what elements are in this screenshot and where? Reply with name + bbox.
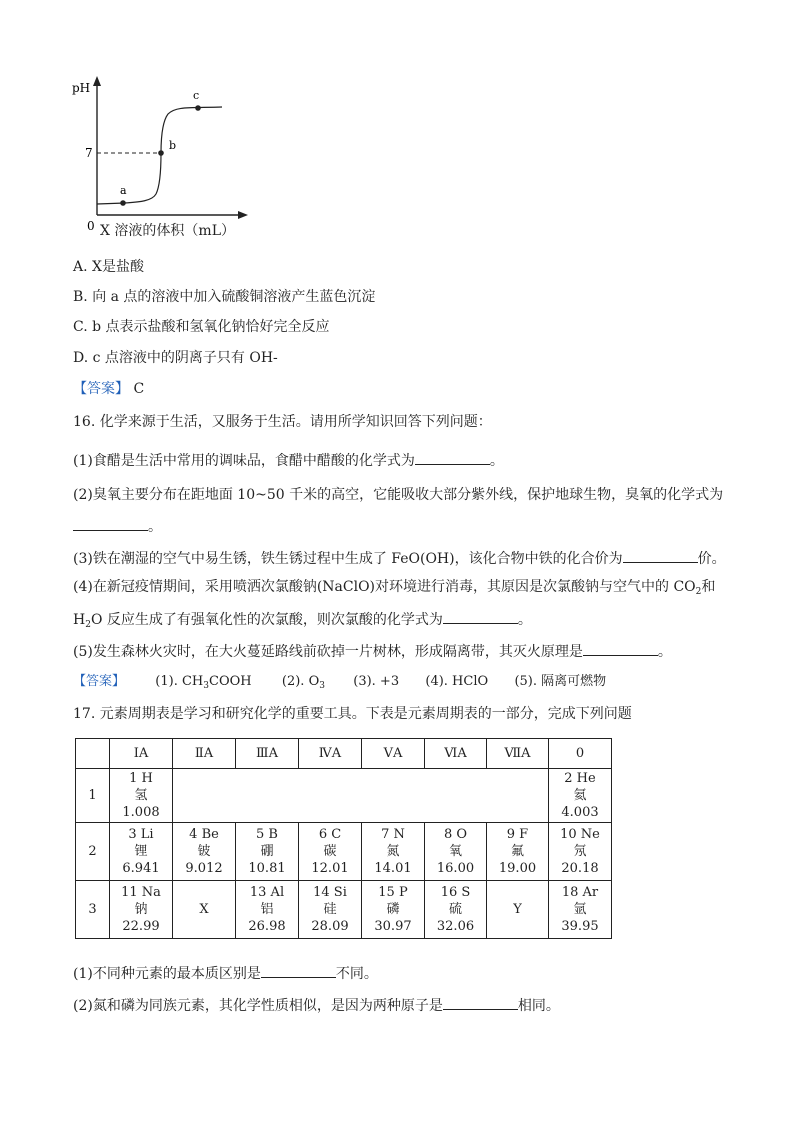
blank xyxy=(73,516,148,531)
element-cell-y: Y xyxy=(487,881,549,939)
corner-cell xyxy=(76,739,110,769)
element-cell-s: 16 S 硫 32.06 xyxy=(425,881,487,939)
q17-part1: (1)不同种元素的最本质区别是 不同。 xyxy=(73,963,378,983)
option-a: A. X是盐酸 xyxy=(73,259,144,275)
q16-stem: 16. 化学来源于生活，又服务于生活。请用所学知识回答下列问题： xyxy=(73,414,492,430)
answer-tag: 【答案】 xyxy=(73,674,126,689)
blank xyxy=(443,995,518,1010)
point-a xyxy=(120,200,126,206)
answer-2: (2). $O_3$ xyxy=(281,674,325,691)
point-b xyxy=(158,150,164,156)
point-c xyxy=(195,105,201,111)
blank xyxy=(443,609,518,624)
origin-label: 0 xyxy=(87,219,95,233)
period-label: 3 xyxy=(76,881,110,939)
x-axis-arrow xyxy=(238,211,248,219)
element-cell-f: 9 F 氟 19.00 xyxy=(487,823,549,881)
element-cell-be: 4 Be 铍 9.012 xyxy=(173,823,236,881)
q16-part5: (5)发生森林火灾时，在大火蔓延路线前砍掉一片树林，形成隔离带，其灭火原理是 。 xyxy=(73,641,672,661)
group-header: ⅡA xyxy=(173,739,236,769)
answer-1: (1). $CH_3COOH$ xyxy=(155,674,252,691)
answer-3: (3). +3 xyxy=(353,674,400,689)
q16-part3: (3)铁在潮湿的空气中易生锈，铁生锈过程中生成了 FeO(OH)，该化合物中铁的化合价为 价。 xyxy=(73,548,726,568)
q16-part2-cont: 。 xyxy=(73,516,162,536)
q15-answer xyxy=(73,380,144,398)
y-tick-7: 7 xyxy=(85,146,93,160)
x-axis-label: X 溶液的体积（mL） xyxy=(100,223,235,239)
ph-titration-graph xyxy=(70,70,270,240)
y-axis-label: pH xyxy=(72,81,91,95)
blank xyxy=(583,641,658,656)
q17-stem: 17. 元素周期表是学习和研究化学的重要工具。下表是元素周期表的一部分，完成下列问题 xyxy=(73,706,632,722)
group-header: ⅣA xyxy=(299,739,362,769)
element-cell-na: 11 Na 钠 22.99 xyxy=(110,881,173,939)
option-d: D. c 点溶液中的阴离子只有 OH- xyxy=(73,350,278,366)
period-label: 2 xyxy=(76,823,110,881)
y-axis-arrow xyxy=(93,76,101,86)
blank xyxy=(415,450,490,465)
element-cell-li: 3 Li 锂 6.941 xyxy=(110,823,173,881)
period-label: 1 xyxy=(76,769,110,823)
point-c-label: c xyxy=(193,89,200,102)
answer-5: (5). 隔离可燃物 xyxy=(514,674,607,689)
element-cell-n: 7 N 氮 14.01 xyxy=(362,823,425,881)
empty-span-cell xyxy=(173,769,549,823)
element-cell-si: 14 Si 硅 28.09 xyxy=(299,881,362,939)
group-header: ⅦA xyxy=(487,739,549,769)
blank xyxy=(261,963,336,978)
element-cell-ar: 18 Ar 氩 39.95 xyxy=(549,881,612,939)
periodic-table xyxy=(75,738,612,939)
element-cell-al: 13 Al 铝 26.98 xyxy=(236,881,299,939)
group-header: 0 xyxy=(549,739,612,769)
group-header: ⅢA xyxy=(236,739,299,769)
answer-4: (4). HClO xyxy=(425,674,489,689)
answer-value: C xyxy=(133,381,145,397)
element-cell-x: X xyxy=(173,881,236,939)
q16-part4: (4)在新冠疫情期间，采用喷洒次氯酸钠(NaClO)对环境进行消毒，其原因是次氯酸钠与空气中的 $CO_2$和 xyxy=(73,579,716,597)
group-header: ⅤA xyxy=(362,739,425,769)
q17-part2: (2)氮和磷为同族元素，其化学性质相似，是因为两种原子是 相同。 xyxy=(73,995,560,1015)
q16-answer xyxy=(73,673,606,691)
element-cell-b: 5 B 硼 10.81 xyxy=(236,823,299,881)
q16-part2: (2)臭氧主要分布在距地面 10~50 千米的高空，它能吸收大部分紫外线，保护地球生物，臭氧的化学式为 xyxy=(73,487,724,503)
answer-tag: 【答案】 xyxy=(73,381,129,397)
option-b: B. 向 a 点的溶液中加入硫酸铜溶液产生蓝色沉淀 xyxy=(73,289,376,305)
point-a-label: a xyxy=(120,184,127,197)
titration-curve xyxy=(97,107,222,204)
element-cell-h: 1 H 氢 1.008 xyxy=(110,769,173,823)
group-header: ⅠA xyxy=(110,739,173,769)
q16-part1: (1)食醋是生活中常用的调味品，食醋中醋酸的化学式为 。 xyxy=(73,450,504,470)
element-cell-o: 8 O 氧 16.00 xyxy=(425,823,487,881)
q16-part4-cont: $H_2O$ 反应生成了有强氧化性的次氯酸，则次氯酸的化学式为 。 xyxy=(73,609,532,629)
element-cell-c: 6 C 碳 12.01 xyxy=(299,823,362,881)
element-cell-he: 2 He 氦 4.003 xyxy=(549,769,612,823)
option-c: C. b 点表示盐酸和氢氧化钠恰好完全反应 xyxy=(73,319,330,335)
point-b-label: b xyxy=(169,139,177,152)
element-cell-p: 15 P 磷 30.97 xyxy=(362,881,425,939)
element-cell-ne: 10 Ne 氖 20.18 xyxy=(549,823,612,881)
blank xyxy=(623,548,698,563)
group-header: ⅥA xyxy=(425,739,487,769)
